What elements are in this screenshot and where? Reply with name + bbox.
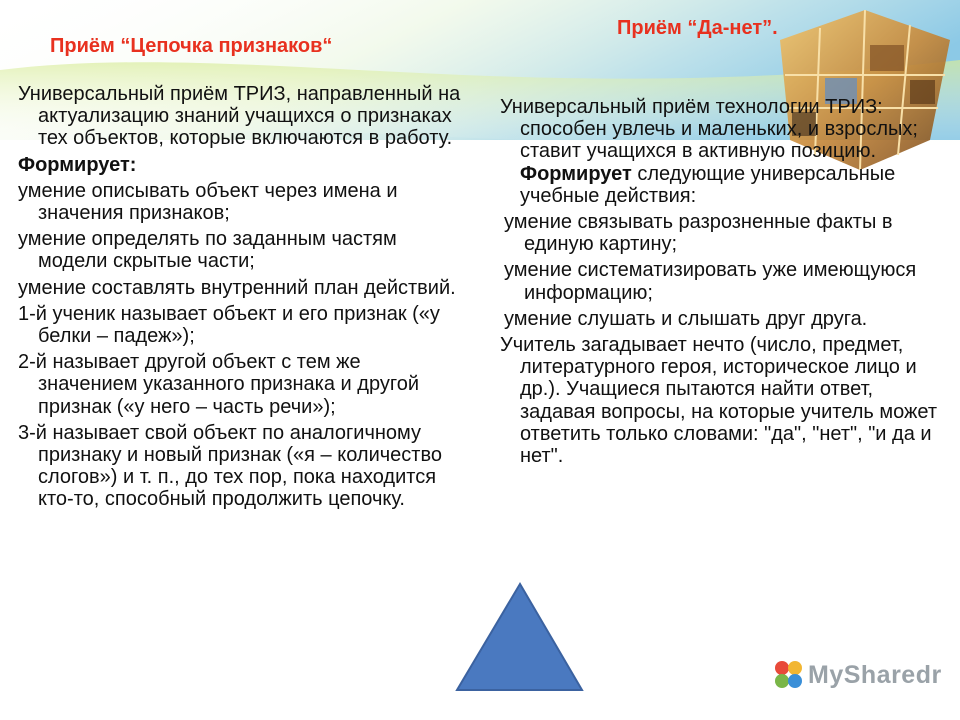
right-skill: умение связывать разрозненные факты в единую картину; — [504, 211, 893, 256]
left-title: Приём “Цепочка признаков“ — [50, 35, 333, 57]
left-paragraph: умение определять по заданным частям модели скрытые части; — [18, 228, 397, 273]
left-paragraph: 3-й называет свой объект по аналогичному признаку и новый признак («я – количество слогов») и т. п., до тех пор, пока находится кто-то, способный продолжить цепочку. — [18, 421, 442, 511]
left-paragraph: 2-й называет другой объект с тем же значением указанного признака и другой признак («у него – часть речи»); — [18, 351, 419, 418]
left-column — [18, 83, 463, 515]
right-intro-rest: следующие универсальные учебные действия: — [520, 162, 896, 207]
left-paragraph: умение составлять внутренний план действий. — [18, 276, 456, 299]
right-teacher-text: Учитель загадывает нечто (число, предмет, литературного героя, историческое лицо и др.). Учащиеся пытаются найти ответ, задавая вопросы, на которые учитель может ответить только словами: "да", "нет", "и да и нет". — [500, 334, 937, 468]
right-title: Приём “Да-нет”. — [617, 17, 778, 39]
triangle-shape — [457, 584, 582, 690]
right-intro-bold: Формирует — [520, 162, 632, 185]
left-paragraph: Универсальный приём ТРИЗ, направленный на актуализацию знаний учащихся о признаках тех объектов, которые включаются в работу. — [18, 83, 461, 150]
right-skill: умение слушать и слышать друг друга. — [504, 307, 868, 330]
left-paragraph: умение описывать объект через имена и значения признаков; — [18, 179, 398, 225]
right-intro-text: Универсальный приём технологии ТРИЗ: способен увлечь и маленьких, и взрослых; ставит учащихся в активную позицию. — [500, 96, 918, 163]
logo-text: MySharedr — [808, 661, 942, 689]
logo-icon — [768, 654, 808, 694]
left-paragraph: Формирует: — [18, 153, 137, 176]
right-column — [500, 96, 952, 471]
left-paragraph: 1-й ученик называет объект и его признак («у белки – падеж»); — [18, 302, 440, 348]
right-intro — [500, 96, 952, 207]
right-skill: умение систематизировать уже имеющуюся информацию; — [504, 259, 917, 304]
